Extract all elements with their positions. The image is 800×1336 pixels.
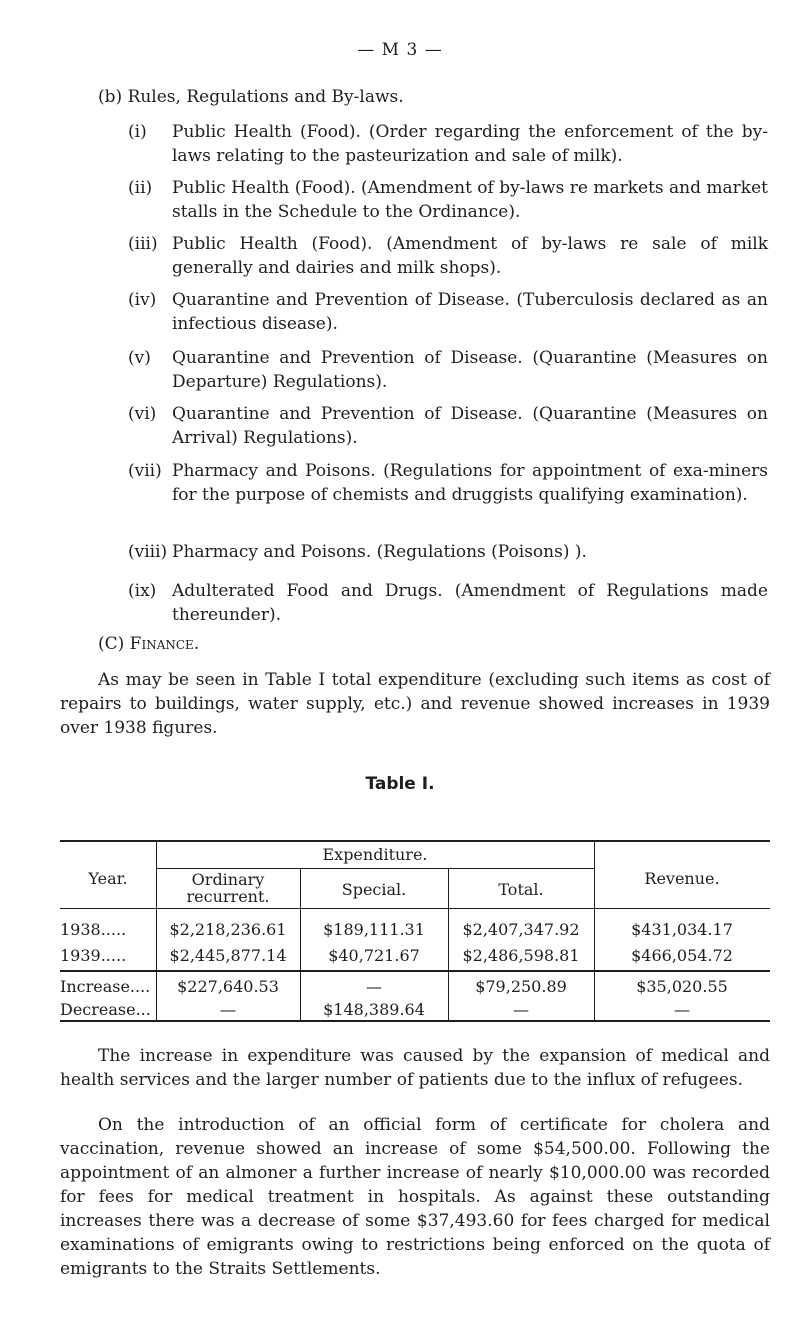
item-text: Adulterated Food and Drugs. (Amendment of Regulations made thereunder). — [172, 581, 768, 625]
section-b-label: (b) — [98, 87, 123, 107]
cell-year: Decrease... — [60, 1000, 151, 1019]
table-bottom-rule — [60, 1020, 770, 1022]
item-text: Public Health (Food). (Amendment of by-laws re markets and market stalls in the Schedule to the Ordinance). — [172, 178, 768, 222]
item-text: Quarantine and Prevention of Disease. (Tuberculosis declared as an infectious disease). — [172, 290, 768, 334]
section-c-heading: (C) Finance. — [98, 634, 200, 654]
item-text: Public Health (Food). (Order regarding the enforcement of the by-laws relating to the pasteurization and sale of milk). — [172, 122, 768, 166]
cell-special: — — [366, 977, 382, 996]
expenditure-table — [60, 840, 770, 1022]
item-number: (ii) — [128, 178, 153, 198]
cell-total: $79,250.89 — [475, 977, 567, 996]
section-b-title: Rules, Regulations and By-laws. — [127, 87, 404, 107]
cell-revenue: $466,054.72 — [631, 946, 733, 965]
cell-special: $40,721.67 — [328, 946, 420, 965]
cell-year: Increase.... — [60, 977, 151, 996]
item-number: (v) — [128, 348, 151, 368]
cell-revenue: $431,034.17 — [631, 920, 733, 939]
cell-ordinary: — — [220, 1000, 236, 1019]
expenditure-underline — [156, 868, 594, 869]
item-number: (viii) — [128, 542, 168, 562]
cell-total: $2,486,598.81 — [462, 946, 580, 965]
paragraph-expenditure-increase: The increase in expenditure was caused by the expansion of medical and health services and the larger number of patients due to the influx of refugees. — [60, 1046, 770, 1090]
item-text: Quarantine and Prevention of Disease. (Quarantine (Measures on Departure) Regulations). — [172, 348, 768, 392]
section-b-heading — [98, 87, 404, 107]
header-rule — [60, 908, 770, 909]
item-text: Public Health (Food). (Amendment of by-laws re sale of milk generally and dairies and milk shops). — [172, 234, 768, 278]
item-text: Quarantine and Prevention of Disease. (Quarantine (Measures on Arrival) Regulations). — [172, 404, 768, 448]
table-caption: Table I. — [365, 774, 435, 794]
header-total: Total. — [498, 880, 544, 899]
item-number: (vi) — [128, 404, 157, 424]
item-text: Pharmacy and Poisons. (Regulations (Poisons) ). — [172, 542, 587, 562]
item-text: Pharmacy and Poisons. (Regulations for appointment of exa-miners for the purpose of chemists and druggists qualifying examination). — [172, 461, 768, 505]
item-number: (iii) — [128, 234, 158, 254]
paragraph-intro: As may be seen in Table I total expenditure (excluding such items as cost of repairs to buildings, water supply, etc.) and revenue showed increases in 1939 over 1938 figures. — [60, 670, 770, 738]
cell-revenue: $35,020.55 — [636, 977, 728, 996]
cell-ordinary: $227,640.53 — [177, 977, 279, 996]
cell-special: $148,389.64 — [323, 1000, 425, 1019]
item-number: (i) — [128, 122, 147, 142]
item-number: (vii) — [128, 461, 162, 481]
header-revenue: Revenue. — [644, 869, 720, 888]
header-special: Special. — [341, 880, 407, 899]
item-number: (ix) — [128, 581, 157, 601]
cell-year: 1938..... — [60, 920, 127, 939]
page-header: — M 3 — — [357, 40, 443, 60]
item-number: (iv) — [128, 290, 157, 310]
header-expenditure: Expenditure. — [322, 845, 428, 864]
cell-ordinary: $2,218,236.61 — [169, 920, 287, 939]
cell-special: $189,111.31 — [323, 920, 425, 939]
cell-total: $2,407,347.92 — [462, 920, 580, 939]
cell-ordinary: $2,445,877.14 — [169, 946, 287, 965]
paragraph-revenue-details: On the introduction of an official form of certificate for cholera and vaccination, revenue showed an increase of some $54,500.00. Following the appointment of an almoner a further increase of nearly $10,000.00 was recorded for fees for medical treatment in hospitals. As against these outstanding increases there was a decrease of some $37,493.60 for fees charged for medical examinations of emigrants owing to restrictions being enforced on the quota of emigrants to the Straits Settlements. — [60, 1115, 770, 1279]
cell-total: — — [513, 1000, 529, 1019]
header-ordinary: Ordinary recurrent. — [186, 870, 270, 906]
middle-rule — [60, 970, 770, 972]
table-top-rule — [60, 840, 770, 842]
cell-year: 1939..... — [60, 946, 127, 965]
cell-revenue: — — [674, 1000, 690, 1019]
header-year: Year. — [88, 869, 128, 888]
